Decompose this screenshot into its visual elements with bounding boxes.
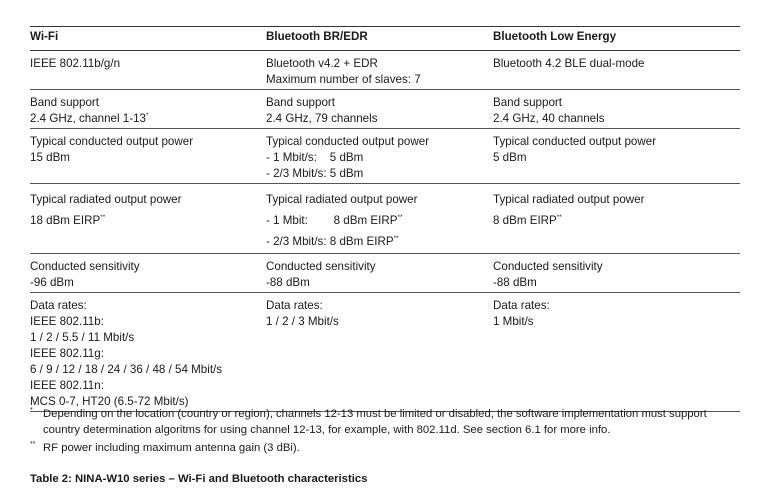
cell-line: 1 Mbit/s xyxy=(493,315,534,328)
cell-line: Typical radiated output power xyxy=(493,193,645,206)
cell-line: Band support xyxy=(493,96,562,109)
cell-line: Bluetooth 4.2 BLE dual-mode xyxy=(493,57,645,70)
cell-line: Band support xyxy=(30,96,99,109)
cell-ble-conducted-power xyxy=(493,129,740,184)
row-radiated-power xyxy=(30,184,740,254)
characteristics-table xyxy=(30,26,740,412)
cell-ble-band xyxy=(493,90,740,129)
cell-ble-data-rates xyxy=(493,293,740,412)
cell-line xyxy=(30,210,266,231)
cell-line: IEEE 802.11b: xyxy=(30,315,104,328)
cell-text: - 1 Mbit: 8 dBm EIRP xyxy=(266,214,398,227)
cell-bredr-standard xyxy=(266,51,493,90)
header-bluetooth-br-edr: Bluetooth BR/EDR xyxy=(266,27,493,51)
cell-line: -88 dBm xyxy=(493,276,537,289)
footnote-text: Depending on the location (country or region), channels 12-13 must be limited or disabled; the software implementation must support country determination algoritms for using channel 12-13, for example, with 802.11d. See section 6.1 for more info. xyxy=(43,408,707,436)
cell-line: 2.4 GHz, 79 channels xyxy=(266,112,378,125)
cell-line xyxy=(493,210,740,231)
table-header-row xyxy=(30,27,740,51)
cell-wifi-radiated-power xyxy=(30,184,266,254)
cell-line: -96 dBm xyxy=(30,276,74,289)
row-sensitivity xyxy=(30,254,740,293)
cell-line xyxy=(266,231,493,252)
cell-line: IEEE 802.11b/g/n xyxy=(30,57,121,70)
footnote-text: RF power including maximum antenna gain (3 dBi). xyxy=(43,442,300,454)
cell-line: Typical radiated output power xyxy=(30,193,182,206)
footnote-ref-double: ** xyxy=(556,214,562,222)
cell-line: - 1 Mbit/s: 5 dBm xyxy=(266,151,364,164)
footnote-ref-double: ** xyxy=(393,235,399,243)
cell-wifi-data-rates xyxy=(30,293,266,412)
cell-line: - 2/3 Mbit/s: 5 dBm xyxy=(266,167,364,180)
cell-line: Conducted sensitivity xyxy=(493,260,603,273)
cell-line: 1 / 2 / 3 Mbit/s xyxy=(266,315,339,328)
cell-bredr-sensitivity xyxy=(266,254,493,293)
cell-line xyxy=(30,111,266,127)
cell-line: Data rates: xyxy=(493,299,550,312)
cell-line: Conducted sensitivity xyxy=(266,260,376,273)
cell-text: - 2/3 Mbit/s: 8 dBm EIRP xyxy=(266,235,394,248)
header-wifi: Wi-Fi xyxy=(30,27,266,51)
cell-text: 18 dBm EIRP xyxy=(30,214,101,227)
cell-line: 5 dBm xyxy=(493,151,527,164)
footnote-ref-single: * xyxy=(146,112,149,120)
footnote-ref-double: ** xyxy=(397,214,403,222)
cell-ble-radiated-power xyxy=(493,184,740,254)
cell-line xyxy=(266,210,493,231)
cell-ble-sensitivity xyxy=(493,254,740,293)
row-data-rates xyxy=(30,293,740,412)
cell-wifi-conducted-power xyxy=(30,129,266,184)
cell-line: Data rates: xyxy=(266,299,323,312)
cell-ble-standard xyxy=(493,51,740,90)
cell-line: Typical conducted output power xyxy=(30,135,194,148)
footnote-mark: * xyxy=(30,407,33,414)
footnote-1 xyxy=(30,406,742,438)
cell-line: Band support xyxy=(266,96,335,109)
cell-wifi-sensitivity xyxy=(30,254,266,293)
cell-line: IEEE 802.11n: xyxy=(30,379,104,392)
footnote-2 xyxy=(30,440,742,456)
cell-line: Conducted sensitivity xyxy=(30,260,140,273)
header-bluetooth-le: Bluetooth Low Energy xyxy=(493,27,740,51)
footnote-ref-double: ** xyxy=(100,214,106,222)
table-caption: Table 2: NINA-W10 series – Wi-Fi and Bluetooth characteristics xyxy=(30,473,368,485)
cell-bredr-radiated-power xyxy=(266,184,493,254)
cell-line: 1 / 2 / 5.5 / 11 Mbit/s xyxy=(30,331,135,344)
cell-bredr-data-rates xyxy=(266,293,493,412)
cell-wifi-band xyxy=(30,90,266,129)
footnote-mark: ** xyxy=(30,441,36,448)
cell-line: Typical conducted output power xyxy=(266,135,430,148)
footnotes xyxy=(30,406,742,456)
cell-line: 6 / 9 / 12 / 18 / 24 / 36 / 48 / 54 Mbit/s xyxy=(30,363,223,376)
cell-bredr-band xyxy=(266,90,493,129)
row-band-support xyxy=(30,90,740,129)
cell-line: Typical conducted output power xyxy=(493,135,657,148)
cell-text: 2.4 GHz, channel 1-13 xyxy=(30,112,147,125)
row-standard xyxy=(30,51,740,90)
cell-wifi-standard xyxy=(30,51,266,90)
cell-line: -88 dBm xyxy=(266,276,310,289)
row-conducted-power xyxy=(30,129,740,184)
cell-line: Data rates: xyxy=(30,299,87,312)
cell-line: 2.4 GHz, 40 channels xyxy=(493,112,605,125)
cell-line: Bluetooth v4.2 + EDR xyxy=(266,57,378,70)
cell-line: Maximum number of slaves: 7 xyxy=(266,73,421,86)
cell-bredr-conducted-power xyxy=(266,129,493,184)
cell-line: Typical radiated output power xyxy=(266,193,418,206)
cell-line: MCS 0-7, HT20 (6.5-72 Mbit/s) xyxy=(30,395,189,408)
cell-line: IEEE 802.11g: xyxy=(30,347,104,360)
cell-text: 8 dBm EIRP xyxy=(493,214,557,227)
cell-line: 15 dBm xyxy=(30,151,70,164)
